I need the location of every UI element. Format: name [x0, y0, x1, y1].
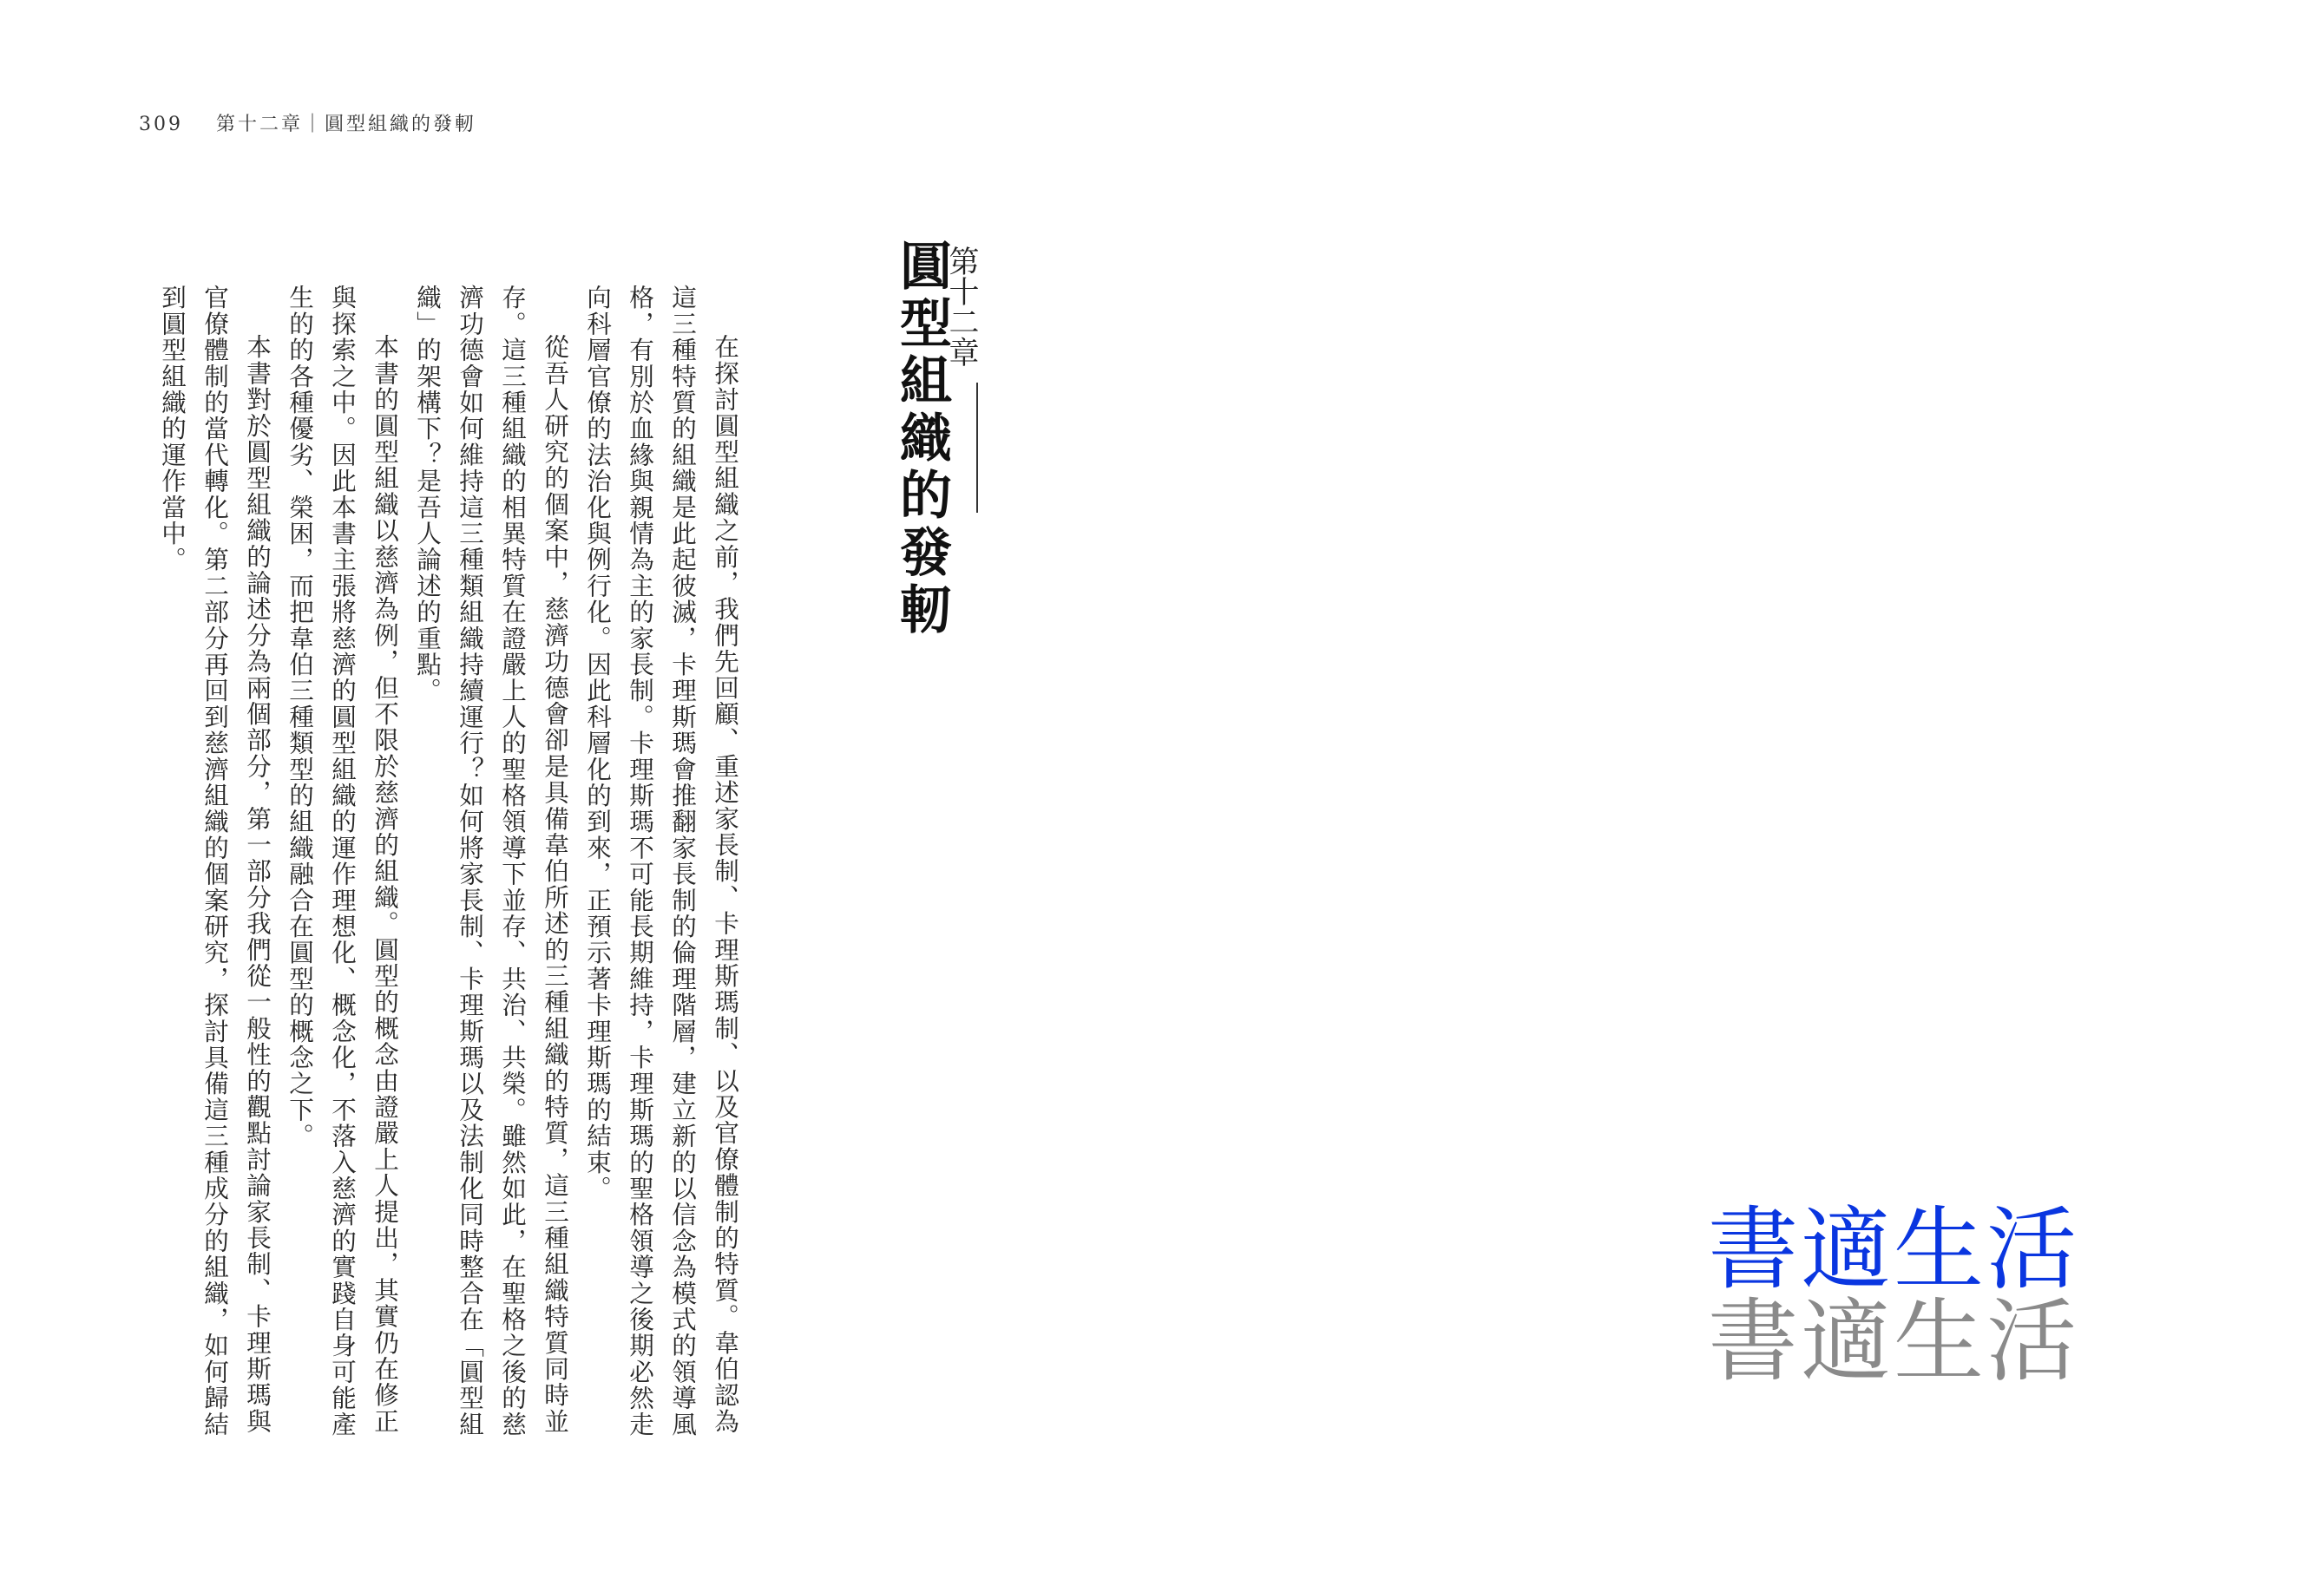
paragraph-1: 在探討圓型組織之前，我們先回顧、重述家長制、卡理斯瑪制、以及官僚體制的特質。韋伯認為這三種特質的組織是此起彼滅，卡理斯瑪會推翻家長制的倫理階層，建立新的以信念為模式的領導風格，有別於血緣與親情為主的家長制。卡理斯瑪不可能長期維持，卡理斯瑪的聖格領導之後期必然走向科層官僚的法治化與例行化。因此科層化的到來，正預示著卡理斯瑪的結束。 [583, 285, 740, 1438]
paragraph-2: 從吾人研究的個案中，慈濟功德會卻是具備韋伯所述的三種組織的特質，這三種組織特質同時並存。這三種組織的相異特質在證嚴上人的聖格領導下並存、共治、共榮。雖然如此，在聖格之後的慈濟功德會如何維持這三種類組織持續運行？如何將家長制、卡理斯瑪以及法制化同時整合在「圓型組織」的架構下？是吾人論述的重點。 [413, 285, 570, 1438]
watermark-blue: 書適生活 [1708, 1196, 2080, 1302]
chapter-title: 圓型組織的發軔 [891, 239, 952, 639]
page-number: 309 [139, 114, 183, 135]
running-header [139, 109, 476, 136]
watermark-gray: 書適生活 [1708, 1288, 2080, 1394]
body-text [148, 285, 746, 1460]
paragraph-4: 本書對於圓型組織的論述分為兩個部分，第一部分我們從一般性的觀點討論家長制、卡理斯瑪與官僚體制的當代轉化。第二部分再回到慈濟組織的個案研究，探討具備這三種成分的組織，如何歸結到圓型組織的運作當中。 [158, 285, 272, 1438]
chapter-dash-divider [976, 383, 978, 513]
paragraph-3: 本書的圓型組織以慈濟為例，但不限於慈濟的組織。圓型的概念由證嚴上人提出，其實仍在修正與探索之中。因此本書主張將慈濟的圓型組織的運作理想化、概念化，不落入慈濟的實踐自身可能產生的的各種優劣、榮困，而把韋伯三種類型的組織融合在圓型的概念之下。 [286, 285, 400, 1438]
chapter-label: 第十二章 [944, 246, 979, 367]
header-chapter-title: 第十二章｜圓型組織的發軔 [216, 114, 477, 135]
